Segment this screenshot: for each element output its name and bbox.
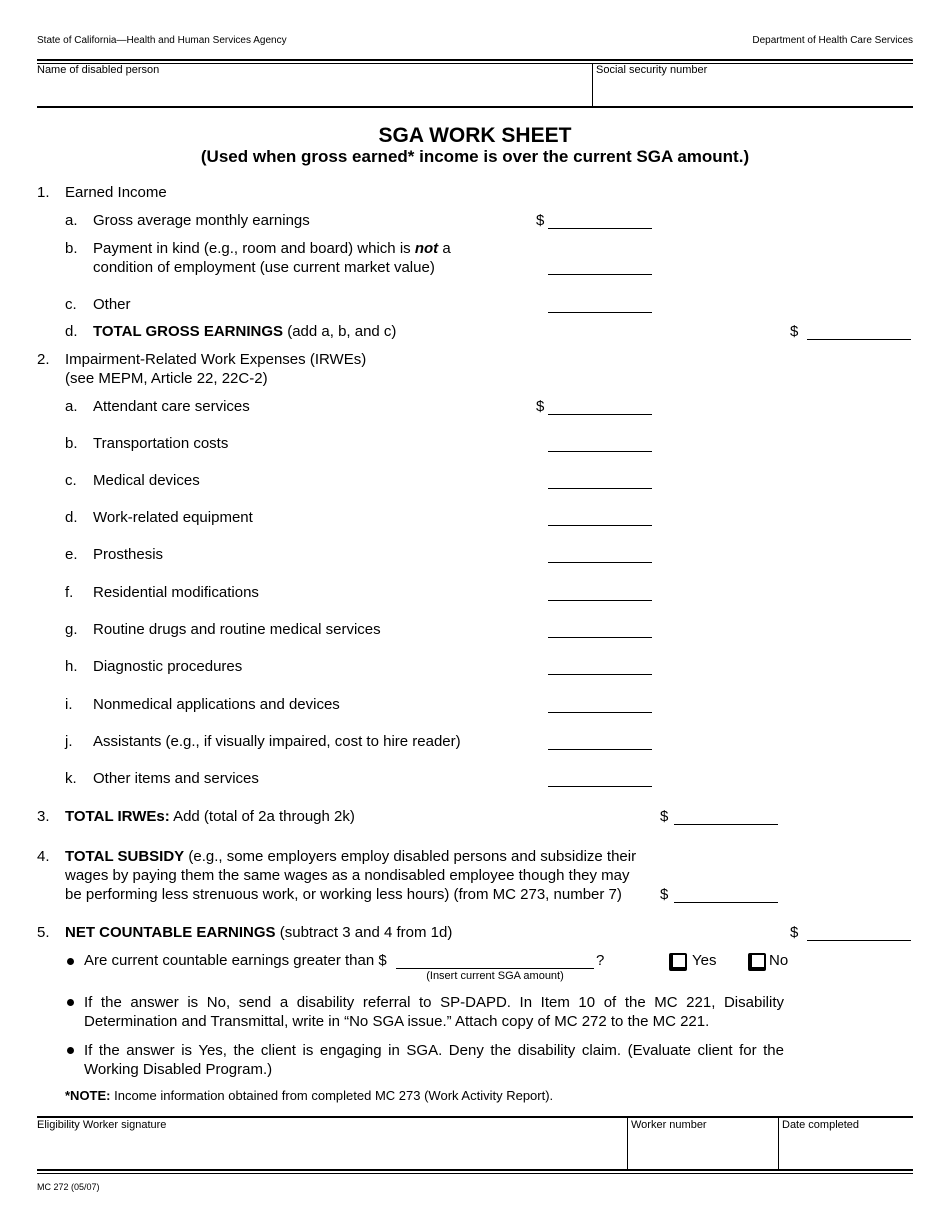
section4-number: 4. (37, 848, 50, 865)
item-2d-label: Work-related equipment (93, 509, 253, 526)
department-name: Department of Health Care Services (752, 35, 913, 46)
item-2j-label: Assistants (e.g., if visually impaired, cost to hire reader) (93, 733, 461, 750)
section2-label-line2: (see MEPM, Article 22, 22C-2) (65, 370, 268, 387)
item-1b-label-line2: condition of employment (use current market value) (93, 259, 435, 276)
item-2c-letter: c. (65, 472, 77, 489)
date-completed-label: Date completed (782, 1119, 860, 1131)
item-2f-label: Residential modifications (93, 584, 259, 601)
sga-amount-field[interactable] (396, 968, 594, 969)
item-2a-label: Attendant care services (93, 398, 250, 415)
item-2e-label: Prosthesis (93, 546, 164, 563)
bullet-dot (67, 999, 74, 1006)
bullet-dot (67, 1047, 74, 1054)
footer-divider-1 (627, 1117, 628, 1169)
yes-checkbox[interactable] (669, 953, 687, 971)
section1-number: 1. (37, 184, 50, 201)
item-1a-field[interactable] (548, 228, 652, 229)
section5-number: 5. (37, 924, 50, 941)
section4-line3: be performing less strenuous work, or working less hours) (from MC 273, number 7) (65, 886, 622, 903)
worker-number-label: Worker number (631, 1119, 707, 1131)
section3-number: 3. (37, 808, 50, 825)
item-2j-field[interactable] (548, 749, 652, 750)
page-title: SGA WORK SHEET (378, 124, 572, 147)
name-field-label: Name of disabled person (37, 64, 160, 76)
section3-label: TOTAL IRWEs: Add (total of 2a through 2k) (65, 808, 355, 825)
date-completed-field[interactable] (782, 1119, 912, 1169)
yes-label: Yes (692, 952, 717, 969)
no-label: No (769, 952, 789, 969)
section4-dollar: $ (660, 886, 669, 903)
top-box-bottom-rule (37, 106, 913, 108)
item-1d-field[interactable] (807, 339, 911, 340)
bullet-dot (67, 958, 74, 965)
item-2a-dollar: $ (536, 398, 545, 415)
ssn-field-label: Social security number (596, 64, 708, 76)
item-2f-letter: f. (65, 584, 74, 601)
bullet-no-text: If the answer is No, send a disability referral to SP-DAPD. In Item 10 of the MC 221, Disability Determination and Transmittal, write in “No SGA issue.” Attach copy of MC 272 to the MC 221. (84, 994, 784, 1030)
item-2d-letter: d. (65, 509, 78, 526)
item-2k-field[interactable] (548, 786, 652, 787)
item-1b-label: Payment in kind (e.g., room and board) which is not a (93, 240, 451, 257)
item-1c-letter: c. (65, 296, 77, 313)
section1-label: Earned Income (65, 184, 167, 201)
section5-label: NET COUNTABLE EARNINGS (subtract 3 and 4 from 1d) (65, 924, 453, 941)
item-2i-letter: i. (65, 696, 73, 713)
section4-label: TOTAL SUBSIDY (e.g., some employers employ disabled persons and subsidize their (65, 848, 637, 865)
item-2g-field[interactable] (548, 637, 652, 638)
item-2c-label: Medical devices (93, 472, 200, 489)
page-subtitle: (Used when gross earned* income is over the current SGA amount.) (200, 147, 750, 166)
section5-dollar: $ (790, 924, 799, 941)
item-2g-label: Routine drugs and routine medical services (93, 621, 381, 638)
item-2f-field[interactable] (548, 600, 652, 601)
note: *NOTE: Income information obtained from completed MC 273 (Work Activity Report). (65, 1088, 554, 1103)
item-1c-label: Other (93, 296, 131, 313)
no-checkbox[interactable] (748, 953, 766, 971)
footer-bottom-rule-thick (37, 1169, 913, 1171)
section5-field[interactable] (807, 940, 911, 941)
section4-field[interactable] (674, 902, 778, 903)
signature-label: Eligibility Worker signature (37, 1119, 167, 1131)
sga-question-mark: ? (596, 952, 605, 969)
signature-field[interactable] (37, 1119, 627, 1169)
item-2d-field[interactable] (548, 525, 652, 526)
item-1a-letter: a. (65, 212, 78, 229)
item-2e-field[interactable] (548, 562, 652, 563)
worker-number-field[interactable] (631, 1119, 777, 1169)
section2-number: 2. (37, 351, 50, 368)
item-1a-label: Gross average monthly earnings (93, 212, 310, 229)
section2-label: Impairment-Related Work Expenses (IRWEs) (65, 351, 367, 368)
ssn-field[interactable] (596, 64, 912, 106)
item-2h-letter: h. (65, 658, 78, 675)
name-field[interactable] (37, 64, 592, 106)
item-2c-field[interactable] (548, 488, 652, 489)
section3-dollar: $ (660, 808, 669, 825)
item-2i-label: Nonmedical applications and devices (93, 696, 340, 713)
item-1d-label: TOTAL GROSS EARNINGS (add a, b, and c) (93, 323, 397, 340)
agency-name: State of California—Health and Human Services Agency (37, 35, 287, 46)
footer-top-rule (37, 1116, 913, 1118)
item-2a-field[interactable] (548, 414, 652, 415)
item-2k-letter: k. (65, 770, 77, 787)
section3-field[interactable] (674, 824, 778, 825)
field-divider (592, 63, 593, 107)
item-2e-letter: e. (65, 546, 78, 563)
sga-amount-caption: (Insert current SGA amount) (426, 970, 564, 982)
item-2b-label: Transportation costs (93, 435, 229, 452)
top-rule-thick (37, 59, 913, 61)
item-2g-letter: g. (65, 621, 78, 638)
bullet-yes-text: If the answer is Yes, the client is engaging in SGA. Deny the disability claim. (Evaluate client for the Working Disabled Program.) (84, 1042, 784, 1078)
item-2a-letter: a. (65, 398, 78, 415)
footer-divider-2 (778, 1117, 779, 1169)
item-2h-label: Diagnostic procedures (93, 658, 243, 675)
item-2k-label: Other items and services (93, 770, 259, 787)
item-2j-letter: j. (65, 733, 73, 750)
item-1b-field[interactable] (548, 274, 652, 275)
item-2b-field[interactable] (548, 451, 652, 452)
sga-question: Are current countable earnings greater than $ (84, 952, 387, 969)
section4-line2: wages by paying them the same wages as a nondisabled employee though they may (65, 867, 630, 884)
item-2h-field[interactable] (548, 674, 652, 675)
item-2i-field[interactable] (548, 712, 652, 713)
footer-bottom-rule-thin (37, 1173, 913, 1174)
item-1b-letter: b. (65, 240, 78, 257)
item-2b-letter: b. (65, 435, 78, 452)
form-id: MC 272 (05/07) (37, 1182, 100, 1192)
item-1d-dollar: $ (790, 323, 799, 340)
item-1c-field[interactable] (548, 312, 652, 313)
item-1a-dollar: $ (536, 212, 545, 229)
item-1d-letter: d. (65, 323, 78, 340)
